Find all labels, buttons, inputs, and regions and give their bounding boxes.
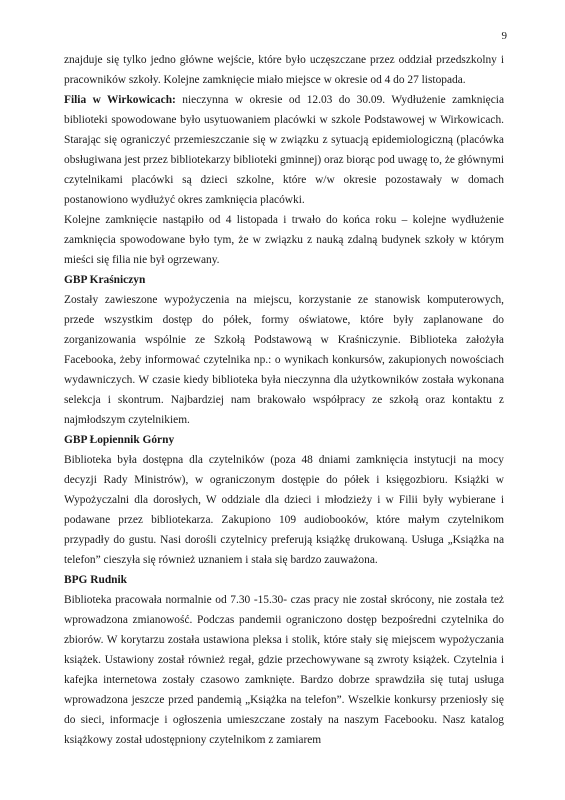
wirkowice-paragraph [64, 90, 504, 210]
wirkowice-text: nieczynna w okresie od 12.03 do 30.09. Wydłużenie zamknięcia biblioteki spowodowane było usytuowaniem placówki w szkole Podstawowej w Wirkowicach. Starając się ograniczyć przemieszczanie się w związku z sytuacją epidemiologiczną (placówka obsługiwana jest przez bibliotekarzy biblioteki gminnej) oraz biorąc pod uwagę to, że głównymi czytelnikami placówki są dzieci szkolne, które w/w okresie pozostawały w domach postanowiono wydłużyć okres zamknięcia placówki. [64, 94, 504, 206]
krasniczyn-heading: GBP Kraśniczyn [64, 274, 146, 286]
rudnik-paragraph: Biblioteka pracowała normalnie od 7.30 -15.30- czas pracy nie został skrócony, nie została też wprowadzona zmianowość. Podczas pandemii ograniczono dostęp bezpośredni czytelnika do zbiorów. W korytarzu została ustawiona pleksa i stolik, które stały się miejscem wypożyczania książek. Ustawiony został również regał, gdzie przechowywane są zwroty książek. Czytelnia i kafejka internetowa zostały czasowo zamknięte. Bardzo dobrze sprawdziła się tutaj usługa wprowadzona jeszcze przed pandemią „Książka na telefon”. Wszelkie konkursy przeniosły się do sieci, informacje i ogłoszenia umieszczane zostały na naszym Facebooku. Nasz katalog książkowy został udostępniony czytelnikom z zamiarem [64, 594, 504, 746]
wirkowice-heading: Filia w Wirkowicach: [64, 94, 176, 106]
lopiennik-heading: GBP Łopiennik Górny [64, 434, 175, 446]
rudnik-heading: BPG Rudnik [64, 574, 127, 586]
document-body [64, 50, 504, 750]
krasniczyn-paragraph: Zostały zawieszone wypożyczenia na miejscu, korzystanie ze stanowisk komputerowych, przede wszystkim dostęp do półek, formy oświatowe, które były zaplanowane do zorganizowania wspólnie ze Szkołą Podstawową w Kraśniczynie. Biblioteka założyła Facebooka, żeby informować czytelnika np.: o wynikach konkursów, zakupionych nowościach wydawniczych. W czasie kiedy biblioteka była nieczynna dla użytkowników została wykonana selekcja i skontrum. Najbardziej nam brakowało współpracy ze szkołą oraz kontaktu z najmłodszym czytelnikiem. [64, 294, 504, 426]
page-number: 9 [501, 30, 507, 42]
wirkowice-paragraph-2: Kolejne zamknięcie nastąpiło od 4 listopada i trwało do końca roku – kolejne wydłużenie zamknięcia spowodowane było tym, że w związku z nauką zdalną budynek szkoły w którym mieści się filia nie był ogrzewany. [64, 214, 504, 266]
lopiennik-paragraph: Biblioteka była dostępna dla czytelników (poza 48 dniami zamknięcia instytucji na mocy decyzji Rady Ministrów), w ograniczonym dostępie do półek i księgozbioru. Książki w Wypożyczalni dla dorosłych, W oddziale dla dzieci i młodzieży i w Filii były wybierane i podawane przez bibliotekarza. Zakupiono 109 audiobooków, które małym czytelnikom przypadły do gustu. Nasi dorośli czytelnicy preferują książkę drukowaną. Usługa „Książka na telefon” cieszyła się również uznaniem i stała się bardzo zauważona. [64, 454, 504, 566]
intro-paragraph: znajduje się tylko jedno główne wejście, które było uczęszczane przez oddział przedszkolny i pracowników szkoły. Kolejne zamknięcie miało miejsce w okresie od 4 do 27 listopada. [64, 54, 504, 86]
